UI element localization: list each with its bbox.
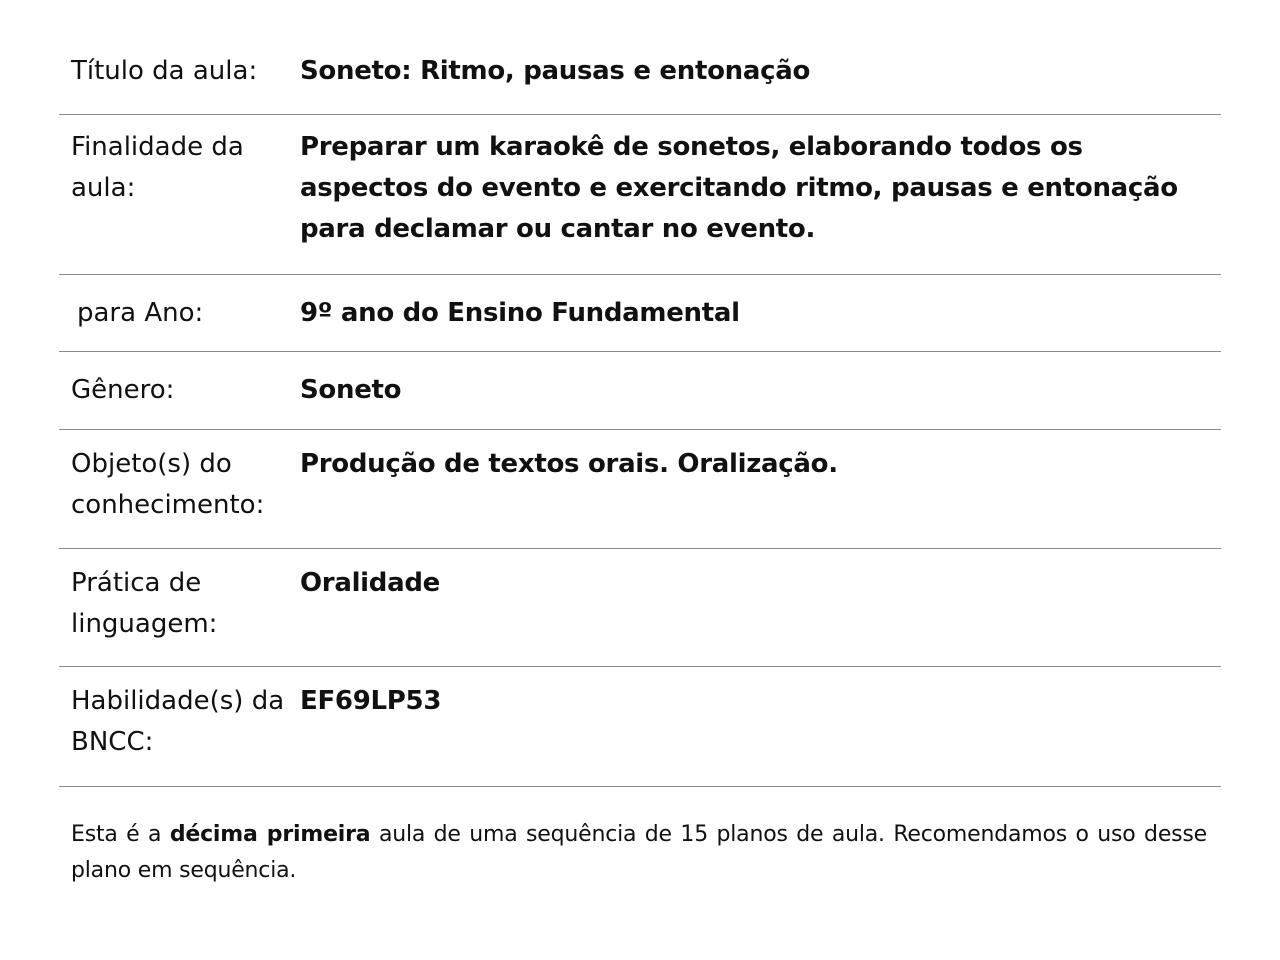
label-lesson-title: Título da aula: [71, 56, 258, 86]
row-bncc-skill [59, 667, 1221, 787]
row-knowledge-object [59, 430, 1221, 549]
label-lesson-purpose: Finalidade da aula: [71, 132, 244, 203]
row-lesson-purpose [59, 115, 1221, 275]
value-lesson-purpose: Preparar um karaokê de sonetos, elaborando todos os aspectos do evento e exercitando ritmo, pausas e entonação para declamar ou cantar no evento. [300, 132, 1178, 244]
label-genre: Gênero: [71, 375, 175, 405]
sequence-note-before: Esta é a [71, 822, 162, 847]
sequence-note-emphasis: décima primeira [169, 822, 371, 847]
value-lesson-title: Soneto: Ritmo, pausas e entonação [300, 56, 811, 86]
label-knowledge-object: Objeto(s) do conhecimento: [71, 449, 265, 520]
row-school-year [59, 275, 1221, 352]
sequence-note [71, 817, 1207, 889]
label-bncc-skill: Habilidade(s) da BNCC: [71, 686, 285, 757]
sequence-note-after: aula de uma sequência de 15 planos de aula. Recomendamos o uso desse plano em sequência. [71, 822, 1208, 883]
value-knowledge-object: Produção de textos orais. Oralização. [300, 449, 838, 479]
row-lesson-title [59, 33, 1221, 115]
value-bncc-skill: EF69LP53 [300, 686, 442, 716]
label-language-practice: Prática de linguagem: [71, 568, 218, 639]
row-language-practice [59, 549, 1221, 667]
lesson-info-table [59, 33, 1221, 787]
value-language-practice: Oralidade [300, 568, 440, 598]
row-genre [59, 352, 1221, 430]
value-school-year: 9º ano do Ensino Fundamental [300, 298, 740, 328]
value-genre: Soneto [300, 375, 402, 405]
label-school-year: para Ano: [77, 298, 204, 328]
